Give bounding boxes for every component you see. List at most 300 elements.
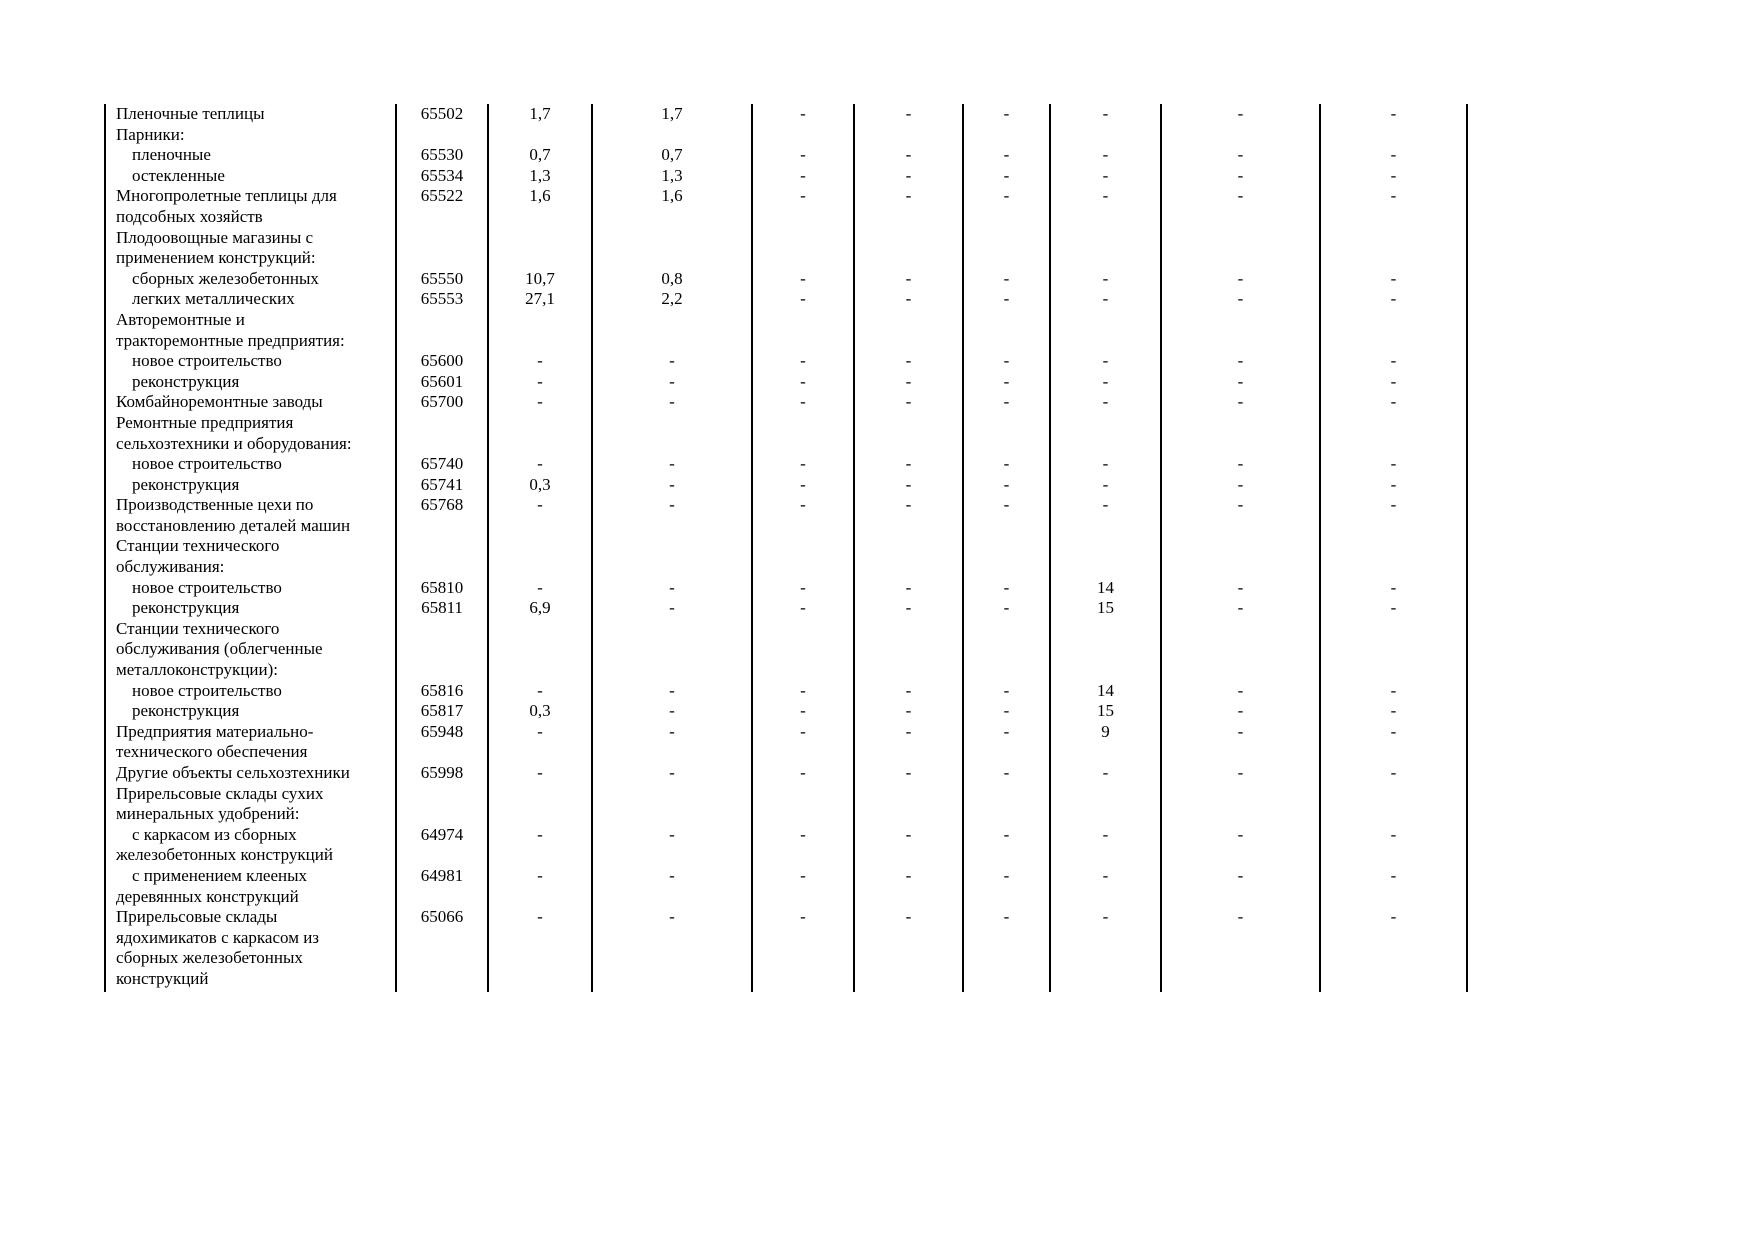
object-name-cell: новое строительство (105, 351, 396, 372)
value-col-7-cell (1161, 619, 1320, 640)
value-col-4-cell (854, 660, 963, 681)
value-col-2-cell: 1,3 (592, 166, 752, 187)
object-name-cell: Парники: (105, 125, 396, 146)
value-col-1-cell (488, 125, 592, 146)
object-name-cell: технического обеспечения (105, 742, 396, 763)
value-col-2-cell (592, 845, 752, 866)
value-col-3-cell: - (752, 351, 854, 372)
value-col-2-cell (592, 413, 752, 434)
object-code-cell: 65700 (396, 392, 488, 413)
object-code-cell: 65522 (396, 186, 488, 207)
value-col-6-cell: - (1050, 495, 1161, 516)
value-col-6-cell (1050, 557, 1161, 578)
value-col-1-cell (488, 969, 592, 990)
value-col-7-cell: - (1161, 763, 1320, 784)
value-col-7-cell (1161, 536, 1320, 557)
value-col-3-cell: - (752, 495, 854, 516)
value-col-7-cell (1161, 248, 1320, 269)
object-code-cell (396, 660, 488, 681)
value-col-4-cell (854, 228, 963, 249)
value-col-4-cell (854, 434, 963, 455)
value-col-2-cell (592, 619, 752, 640)
object-name-cell: Комбайноремонтные заводы (105, 392, 396, 413)
value-col-8-cell (1320, 310, 1467, 331)
value-col-7-cell (1161, 413, 1320, 434)
table-row (105, 639, 1467, 660)
value-col-3-cell: - (752, 269, 854, 290)
value-col-4-cell: - (854, 351, 963, 372)
value-col-2-cell (592, 125, 752, 146)
value-col-1-cell (488, 639, 592, 660)
value-col-5-cell: - (963, 166, 1050, 187)
table-row (105, 784, 1467, 805)
object-name-cell: минеральных удобрений: (105, 804, 396, 825)
value-col-3-cell (752, 413, 854, 434)
table-row (105, 722, 1467, 743)
table-row (105, 372, 1467, 393)
object-name-cell: новое строительство (105, 454, 396, 475)
value-col-2-cell: - (592, 907, 752, 928)
value-col-5-cell (963, 434, 1050, 455)
value-col-2-cell (592, 887, 752, 908)
value-col-1-cell: 0,3 (488, 701, 592, 722)
object-name-cell: восстановлению деталей машин (105, 516, 396, 537)
value-col-1-cell (488, 948, 592, 969)
table-row (105, 228, 1467, 249)
object-code-cell: 65740 (396, 454, 488, 475)
value-col-7-cell (1161, 557, 1320, 578)
value-col-6-cell (1050, 228, 1161, 249)
table-row (105, 866, 1467, 887)
value-col-6-cell: - (1050, 763, 1161, 784)
value-col-8-cell: - (1320, 104, 1467, 125)
value-col-7-cell: - (1161, 145, 1320, 166)
value-col-2-cell (592, 660, 752, 681)
table-row (105, 681, 1467, 702)
object-name-cell: пленочные (105, 145, 396, 166)
value-col-8-cell (1320, 434, 1467, 455)
value-col-5-cell (963, 784, 1050, 805)
value-col-5-cell: - (963, 104, 1050, 125)
value-col-4-cell: - (854, 392, 963, 413)
object-code-cell (396, 228, 488, 249)
value-col-8-cell: - (1320, 578, 1467, 599)
value-col-1-cell (488, 845, 592, 866)
value-col-3-cell: - (752, 392, 854, 413)
padding-cell (1050, 990, 1161, 992)
object-name-cell: Прирельсовые склады (105, 907, 396, 928)
value-col-6-cell: - (1050, 186, 1161, 207)
value-col-6-cell (1050, 207, 1161, 228)
value-col-1-cell (488, 928, 592, 949)
object-name-cell: обслуживания: (105, 557, 396, 578)
object-code-cell (396, 331, 488, 352)
value-col-6-cell: 15 (1050, 598, 1161, 619)
value-col-6-cell: - (1050, 166, 1161, 187)
value-col-2-cell: - (592, 392, 752, 413)
value-col-1-cell (488, 207, 592, 228)
object-code-cell: 64974 (396, 825, 488, 846)
value-col-1-cell: 1,7 (488, 104, 592, 125)
object-code-cell: 65998 (396, 763, 488, 784)
value-col-3-cell: - (752, 866, 854, 887)
value-col-6-cell: - (1050, 145, 1161, 166)
object-code-cell: 65816 (396, 681, 488, 702)
table-row (105, 166, 1467, 187)
value-col-7-cell (1161, 125, 1320, 146)
value-col-2-cell (592, 928, 752, 949)
value-col-8-cell (1320, 413, 1467, 434)
value-col-5-cell: - (963, 454, 1050, 475)
value-col-1-cell: - (488, 578, 592, 599)
object-code-cell (396, 516, 488, 537)
value-col-2-cell (592, 536, 752, 557)
value-col-1-cell (488, 310, 592, 331)
value-col-7-cell: - (1161, 681, 1320, 702)
value-col-5-cell: - (963, 495, 1050, 516)
padding-cell (592, 990, 752, 992)
value-col-8-cell (1320, 207, 1467, 228)
value-col-4-cell (854, 516, 963, 537)
value-col-1-cell (488, 516, 592, 537)
construction-norms-table (104, 104, 1468, 992)
value-col-7-cell (1161, 742, 1320, 763)
value-col-2-cell: - (592, 701, 752, 722)
value-col-7-cell (1161, 516, 1320, 537)
value-col-8-cell (1320, 804, 1467, 825)
object-code-cell: 65600 (396, 351, 488, 372)
value-col-5-cell: - (963, 289, 1050, 310)
value-col-7-cell: - (1161, 186, 1320, 207)
value-col-6-cell: - (1050, 372, 1161, 393)
value-col-1-cell: - (488, 454, 592, 475)
value-col-7-cell: - (1161, 269, 1320, 290)
value-col-7-cell (1161, 207, 1320, 228)
value-col-2-cell: 0,7 (592, 145, 752, 166)
value-col-5-cell (963, 207, 1050, 228)
value-col-2-cell: - (592, 763, 752, 784)
value-col-5-cell (963, 516, 1050, 537)
value-col-5-cell (963, 804, 1050, 825)
value-col-5-cell (963, 557, 1050, 578)
value-col-6-cell (1050, 434, 1161, 455)
value-col-1-cell (488, 434, 592, 455)
object-code-cell: 65550 (396, 269, 488, 290)
value-col-3-cell (752, 434, 854, 455)
value-col-7-cell (1161, 784, 1320, 805)
value-col-3-cell: - (752, 104, 854, 125)
value-col-1-cell: 0,3 (488, 475, 592, 496)
object-code-cell (396, 536, 488, 557)
value-col-5-cell (963, 948, 1050, 969)
object-code-cell (396, 207, 488, 228)
value-col-2-cell: - (592, 598, 752, 619)
value-col-3-cell: - (752, 907, 854, 928)
value-col-5-cell: - (963, 722, 1050, 743)
value-col-6-cell (1050, 516, 1161, 537)
object-code-cell: 65534 (396, 166, 488, 187)
padding-cell (396, 990, 488, 992)
object-code-cell (396, 742, 488, 763)
object-code-cell (396, 804, 488, 825)
value-col-6-cell: 14 (1050, 681, 1161, 702)
object-code-cell: 65948 (396, 722, 488, 743)
object-name-cell: Прирельсовые склады сухих (105, 784, 396, 805)
value-col-3-cell: - (752, 701, 854, 722)
value-col-4-cell: - (854, 454, 963, 475)
value-col-1-cell: 6,9 (488, 598, 592, 619)
value-col-5-cell (963, 536, 1050, 557)
value-col-4-cell: - (854, 289, 963, 310)
value-col-1-cell: - (488, 722, 592, 743)
object-name-cell: деревянных конструкций (105, 887, 396, 908)
table-row (105, 331, 1467, 352)
table-row (105, 948, 1467, 969)
value-col-5-cell (963, 660, 1050, 681)
value-col-6-cell (1050, 310, 1161, 331)
value-col-6-cell: 15 (1050, 701, 1161, 722)
table-row (105, 289, 1467, 310)
value-col-8-cell: - (1320, 907, 1467, 928)
table-row (105, 598, 1467, 619)
value-col-4-cell (854, 125, 963, 146)
value-col-1-cell: - (488, 681, 592, 702)
value-col-1-cell (488, 887, 592, 908)
value-col-3-cell: - (752, 825, 854, 846)
object-code-cell (396, 310, 488, 331)
value-col-1-cell (488, 248, 592, 269)
value-col-5-cell: - (963, 578, 1050, 599)
value-col-2-cell (592, 742, 752, 763)
value-col-6-cell: - (1050, 104, 1161, 125)
value-col-7-cell: - (1161, 866, 1320, 887)
value-col-3-cell (752, 248, 854, 269)
value-col-6-cell (1050, 742, 1161, 763)
object-code-cell: 65768 (396, 495, 488, 516)
value-col-5-cell (963, 310, 1050, 331)
value-col-2-cell: - (592, 681, 752, 702)
value-col-7-cell (1161, 639, 1320, 660)
value-col-1-cell (488, 228, 592, 249)
object-code-cell (396, 928, 488, 949)
table-row (105, 557, 1467, 578)
value-col-4-cell (854, 804, 963, 825)
object-name-cell: металлоконструкции): (105, 660, 396, 681)
value-col-2-cell (592, 248, 752, 269)
table-row (105, 804, 1467, 825)
value-col-3-cell (752, 845, 854, 866)
table-row (105, 104, 1467, 125)
value-col-7-cell (1161, 887, 1320, 908)
value-col-8-cell: - (1320, 701, 1467, 722)
value-col-2-cell: - (592, 866, 752, 887)
object-name-cell: Авторемонтные и (105, 310, 396, 331)
value-col-8-cell: - (1320, 269, 1467, 290)
value-col-8-cell: - (1320, 454, 1467, 475)
value-col-4-cell (854, 845, 963, 866)
value-col-5-cell (963, 845, 1050, 866)
value-col-6-cell: - (1050, 907, 1161, 928)
value-col-5-cell (963, 887, 1050, 908)
value-col-7-cell: - (1161, 392, 1320, 413)
table-row (105, 516, 1467, 537)
value-col-4-cell (854, 887, 963, 908)
value-col-6-cell: - (1050, 475, 1161, 496)
object-code-cell: 65066 (396, 907, 488, 928)
table-row (105, 413, 1467, 434)
table-row (105, 145, 1467, 166)
table-row (105, 495, 1467, 516)
object-code-cell: 65817 (396, 701, 488, 722)
object-name-cell: Предприятия материально- (105, 722, 396, 743)
object-name-cell: реконструкция (105, 372, 396, 393)
object-name-cell: применением конструкций: (105, 248, 396, 269)
object-code-cell (396, 557, 488, 578)
value-col-7-cell: - (1161, 289, 1320, 310)
value-col-1-cell: 1,3 (488, 166, 592, 187)
object-name-cell: ядохимикатов с каркасом из (105, 928, 396, 949)
value-col-8-cell: - (1320, 289, 1467, 310)
value-col-3-cell (752, 536, 854, 557)
object-name-cell: реконструкция (105, 701, 396, 722)
value-col-5-cell (963, 248, 1050, 269)
object-name-cell: Станции технического (105, 619, 396, 640)
object-name-cell: реконструкция (105, 598, 396, 619)
value-col-2-cell: 2,2 (592, 289, 752, 310)
object-code-cell: 65810 (396, 578, 488, 599)
object-name-cell: Станции технического (105, 536, 396, 557)
object-code-cell (396, 784, 488, 805)
table-row (105, 928, 1467, 949)
value-col-6-cell: - (1050, 825, 1161, 846)
value-col-3-cell: - (752, 578, 854, 599)
value-col-8-cell: - (1320, 722, 1467, 743)
value-col-3-cell: - (752, 145, 854, 166)
value-col-4-cell: - (854, 186, 963, 207)
value-col-8-cell (1320, 660, 1467, 681)
value-col-2-cell: 1,6 (592, 186, 752, 207)
value-col-1-cell: 1,6 (488, 186, 592, 207)
value-col-4-cell (854, 619, 963, 640)
value-col-8-cell: - (1320, 166, 1467, 187)
value-col-8-cell (1320, 969, 1467, 990)
table-row (105, 536, 1467, 557)
value-col-7-cell (1161, 804, 1320, 825)
object-code-cell (396, 434, 488, 455)
value-col-4-cell: - (854, 495, 963, 516)
value-col-8-cell: - (1320, 186, 1467, 207)
table-row (105, 763, 1467, 784)
table-row (105, 619, 1467, 640)
object-code-cell: 65601 (396, 372, 488, 393)
table-row (105, 825, 1467, 846)
value-col-7-cell: - (1161, 825, 1320, 846)
value-col-1-cell (488, 660, 592, 681)
value-col-6-cell: - (1050, 351, 1161, 372)
value-col-1-cell: - (488, 495, 592, 516)
value-col-6-cell (1050, 845, 1161, 866)
value-col-1-cell (488, 331, 592, 352)
value-col-6-cell (1050, 784, 1161, 805)
table-row (105, 392, 1467, 413)
value-col-8-cell (1320, 536, 1467, 557)
value-col-3-cell (752, 619, 854, 640)
object-code-cell (396, 845, 488, 866)
padding-cell (963, 990, 1050, 992)
value-col-4-cell: - (854, 598, 963, 619)
table-row (105, 248, 1467, 269)
value-col-2-cell (592, 804, 752, 825)
table-row (105, 742, 1467, 763)
table-row (105, 578, 1467, 599)
value-col-5-cell: - (963, 392, 1050, 413)
table-row (105, 907, 1467, 928)
value-col-1-cell: - (488, 866, 592, 887)
value-col-1-cell (488, 742, 592, 763)
value-col-5-cell (963, 969, 1050, 990)
value-col-2-cell: - (592, 578, 752, 599)
value-col-5-cell (963, 228, 1050, 249)
value-col-3-cell (752, 310, 854, 331)
value-col-3-cell: - (752, 166, 854, 187)
value-col-2-cell (592, 639, 752, 660)
object-code-cell (396, 248, 488, 269)
object-code-cell (396, 969, 488, 990)
value-col-3-cell (752, 969, 854, 990)
value-col-3-cell (752, 516, 854, 537)
value-col-3-cell: - (752, 475, 854, 496)
object-name-cell: Ремонтные предприятия (105, 413, 396, 434)
value-col-4-cell (854, 536, 963, 557)
value-col-5-cell: - (963, 907, 1050, 928)
value-col-4-cell: - (854, 681, 963, 702)
object-name-cell: Многопролетные теплицы для (105, 186, 396, 207)
value-col-4-cell (854, 784, 963, 805)
value-col-7-cell (1161, 434, 1320, 455)
table-row (105, 845, 1467, 866)
value-col-5-cell: - (963, 186, 1050, 207)
value-col-8-cell (1320, 557, 1467, 578)
value-col-5-cell: - (963, 475, 1050, 496)
value-col-4-cell (854, 331, 963, 352)
value-col-2-cell: - (592, 495, 752, 516)
value-col-6-cell: - (1050, 289, 1161, 310)
value-col-1-cell: 0,7 (488, 145, 592, 166)
value-col-1-cell: - (488, 907, 592, 928)
value-col-1-cell: - (488, 763, 592, 784)
value-col-8-cell: - (1320, 681, 1467, 702)
value-col-3-cell: - (752, 186, 854, 207)
value-col-5-cell: - (963, 825, 1050, 846)
value-col-8-cell: - (1320, 825, 1467, 846)
value-col-4-cell (854, 248, 963, 269)
value-col-7-cell: - (1161, 475, 1320, 496)
document-table-container (104, 104, 1466, 992)
object-name-cell: остекленные (105, 166, 396, 187)
value-col-6-cell (1050, 619, 1161, 640)
value-col-8-cell: - (1320, 598, 1467, 619)
value-col-2-cell: 1,7 (592, 104, 752, 125)
value-col-6-cell (1050, 639, 1161, 660)
value-col-4-cell (854, 639, 963, 660)
value-col-2-cell: - (592, 475, 752, 496)
object-name-cell: легких металлических (105, 289, 396, 310)
value-col-7-cell (1161, 948, 1320, 969)
table-row (105, 475, 1467, 496)
value-col-4-cell: - (854, 701, 963, 722)
value-col-2-cell (592, 434, 752, 455)
object-code-cell: 65553 (396, 289, 488, 310)
